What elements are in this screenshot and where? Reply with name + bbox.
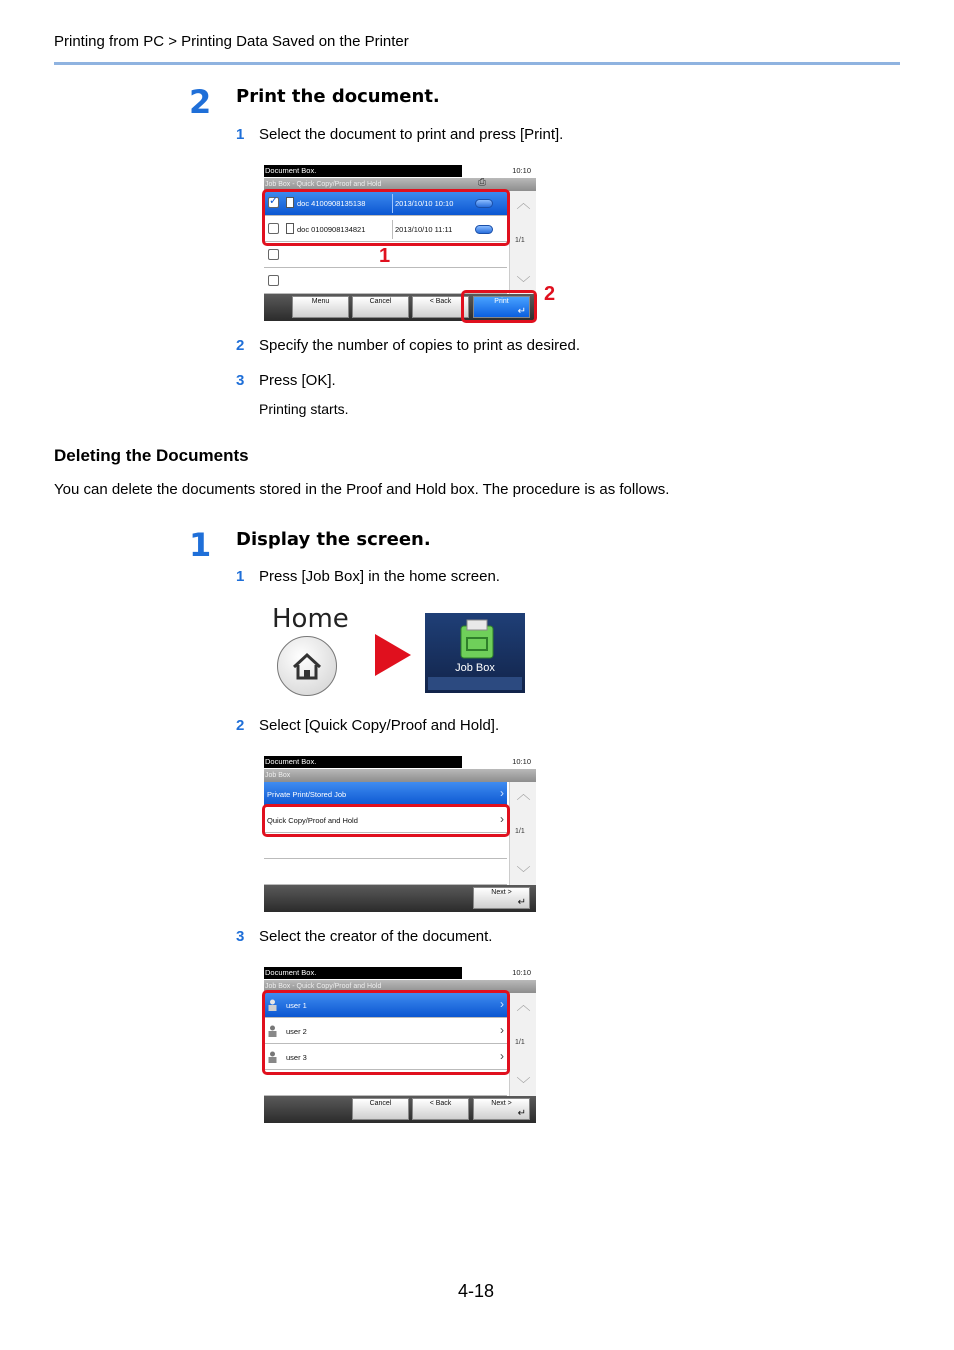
scroll-down-icon[interactable]: ﹀ — [516, 275, 531, 291]
header-rule — [54, 62, 900, 65]
cancel-button[interactable]: Cancel — [352, 296, 409, 318]
enter-icon: ↵ — [517, 1108, 526, 1119]
callout-box — [262, 189, 510, 246]
enter-icon: ↵ — [517, 306, 526, 317]
arrow-right-icon — [375, 634, 411, 676]
screen-time: 10:10 — [512, 166, 531, 175]
scroll-panel — [509, 782, 536, 885]
chevron-right-icon: › — [500, 812, 504, 826]
screen-path: Job Box — [264, 769, 536, 782]
scroll-panel — [509, 993, 536, 1096]
callout-label: 2 — [544, 283, 556, 305]
substep-text: Select [Quick Copy/Proof and Hold]. — [259, 717, 500, 734]
jobbox-label: Job Box — [455, 662, 495, 674]
substep-number: 1 — [236, 126, 245, 143]
substep-text: Specify the number of copies to print as desired. — [259, 337, 581, 354]
screen-time: 10:10 — [512, 757, 531, 766]
list-item — [264, 860, 507, 885]
jobbox-label-bar — [428, 677, 522, 690]
document-name: doc 0100908134821 — [297, 225, 366, 234]
substep-number: 2 — [236, 337, 245, 354]
scroll-down-icon[interactable]: ﹀ — [516, 1076, 531, 1092]
print-button-label: Print — [494, 298, 509, 305]
document-date: 2013/10/10 11:11 — [395, 225, 453, 234]
home-icon — [278, 637, 336, 695]
menu-button[interactable]: Menu — [292, 296, 349, 318]
page-indicator: 1/1 — [515, 237, 525, 244]
step-number: 2 — [189, 83, 212, 121]
jobbox-icon — [457, 618, 497, 662]
screen-path: Job Box - Quick Copy/Proof and Hold — [264, 178, 536, 191]
substep-number: 3 — [236, 928, 245, 945]
checkbox-icon[interactable] — [268, 275, 279, 286]
substep-text: Select the document to print and press [Print]. — [259, 126, 564, 143]
screen-title: Document Box. — [264, 756, 462, 768]
chevron-right-icon: › — [500, 997, 504, 1011]
user-name: user 1 — [286, 1001, 307, 1010]
screen-title: Document Box. — [264, 967, 462, 979]
home-label: Home — [272, 604, 349, 634]
home-button[interactable] — [277, 636, 337, 696]
callout-box — [461, 290, 537, 323]
chevron-right-icon: › — [500, 1023, 504, 1037]
callout-box — [262, 804, 510, 837]
cancel-button[interactable]: Cancel — [352, 1098, 409, 1120]
page-indicator: 1/1 — [515, 1039, 525, 1046]
screen-path: Job Box - Quick Copy/Proof and Hold — [264, 980, 536, 993]
breadcrumb: Printing from PC > Printing Data Saved on the Printer — [54, 33, 409, 50]
user-name: user 3 — [286, 1053, 307, 1062]
substep-number: 2 — [236, 717, 245, 734]
chevron-right-icon: › — [500, 1049, 504, 1063]
page-number: 4-18 — [458, 1281, 495, 1301]
screen-time: 10:10 — [512, 968, 531, 977]
scroll-panel — [509, 191, 536, 295]
scroll-up-icon[interactable]: ︿ — [516, 195, 531, 211]
result-note: Printing starts. — [259, 401, 349, 417]
substep-text: Select the creator of the document. — [259, 928, 493, 945]
back-button[interactable]: < Back — [412, 296, 469, 318]
document-date: 2013/10/10 10:10 — [395, 199, 454, 208]
substep-text: Press [Job Box] in the home screen. — [259, 568, 500, 585]
user-name: user 2 — [286, 1027, 307, 1036]
step-title: Print the document. — [236, 86, 440, 107]
printer-icon: ⎙ — [478, 177, 486, 188]
screen-title: Document Box. — [264, 165, 462, 177]
section-title: Deleting the Documents — [54, 446, 249, 465]
button-bar — [264, 1096, 536, 1123]
page-indicator: 1/1 — [515, 828, 525, 835]
scroll-up-icon[interactable]: ︿ — [516, 997, 531, 1013]
scroll-up-icon[interactable]: ︿ — [516, 786, 531, 802]
checkbox-icon[interactable] — [268, 249, 279, 260]
button-bar — [264, 885, 536, 912]
section-intro: You can delete the documents stored in the Proof and Hold box. The procedure is as follows. — [54, 481, 670, 498]
scroll-down-icon[interactable]: ﹀ — [516, 865, 531, 881]
back-button[interactable]: < Back — [412, 1098, 469, 1120]
list-item — [264, 834, 507, 859]
step-title: Display the screen. — [236, 529, 431, 550]
checkbox-checked-icon[interactable]: ✓ — [269, 195, 279, 207]
step-number: 1 — [189, 526, 212, 564]
chevron-right-icon: › — [500, 786, 504, 800]
jobbox-button[interactable] — [425, 613, 525, 693]
next-button-label: Next > — [491, 1100, 512, 1107]
callout-box — [262, 990, 510, 1075]
list-item-label: Quick Copy/Proof and Hold — [267, 816, 358, 825]
substep-number: 3 — [236, 372, 245, 389]
enter-icon: ↵ — [517, 897, 526, 908]
next-button-label: Next > — [491, 889, 512, 896]
substep-text: Press [OK]. — [259, 372, 336, 389]
next-button[interactable] — [473, 1098, 530, 1120]
document-name: doc 4100908135138 — [297, 199, 366, 208]
next-button[interactable] — [473, 887, 530, 909]
list-item-label: Private Print/Stored Job — [267, 790, 347, 799]
substep-number: 1 — [236, 568, 245, 585]
callout-label: 1 — [379, 245, 391, 267]
